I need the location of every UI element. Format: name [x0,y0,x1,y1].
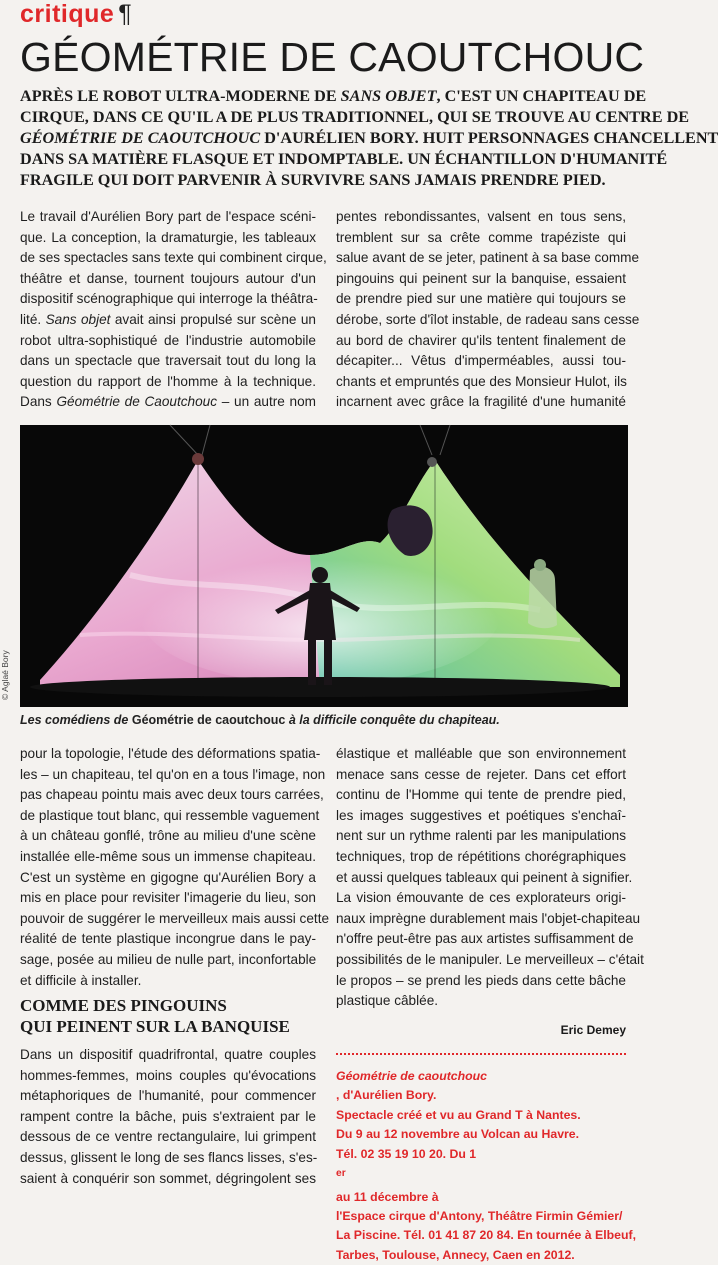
body-column-1 [20,207,327,413]
text-line: possibilités de le manipuler. Le merveilleux – c'était [336,951,644,967]
text-line: sage, posée au milieu de nulle part, inconfortable [20,951,317,967]
text-line: chants et empruntés que des Monsieur Hulot, ils [336,373,627,389]
info-line: La Piscine. Tél. 01 41 87 20 84. En tournée à Elbeuf, [336,1228,637,1243]
text-line: le propos – se prend les pieds dans cette bâche [336,972,626,988]
text-line: au bord de chavirer qu'ils tentent finalement de [336,332,626,348]
text-line: théâtre et danse, tournent toujours autour d'un [20,270,316,286]
subhead-line: COMME DES PINGOUINS [20,996,227,1015]
lead-line: DANS SA MATIÈRE FLASQUE ET INDOMPTABLE. UN ÉCHANTILLON D'HUMANITÉ [20,150,668,168]
article-title: GÉOMÉTRIE DE CAOUTCHOUC [20,34,645,80]
text-line: naux imprègne durablement mais l'objet-chapiteau [336,910,641,926]
text-line: à un château gonflé, trône au milieu d'une scène [20,828,316,844]
text-line: dessus, glissent le long de ses flancs lisses, s'es- [20,1149,318,1165]
body-column-5 [20,1045,316,1189]
rubric-label: critique [20,0,115,28]
text-line: robot ultra-sophistiqué de l'industrie automobile [20,332,316,348]
text-line: plastique câblée. [336,993,439,1009]
text-line: pingouins qui peinent sur la banquise, essaient [336,270,626,286]
text-line: menace sans cesse de rejeter. Dans cet effort [336,766,626,782]
body-column-3 [20,744,330,991]
lead-line: GÉOMÉTRIE DE CAOUTCHOUC D'AURÉLIEN BORY. HUIT PERSONNAGES CHANCELLENT [20,129,718,147]
text-line: C'est un système en gigogne qu'Aurélien Bory a [20,869,316,885]
text-line: de prendre pied sur une matière qui toujours se [336,291,626,307]
show-info-box [336,1053,637,1265]
text-line: et aussi quelques tableaux qui peinent à signifier. [336,869,633,885]
text-line: hommes-femmes, moins couples qu'évocations [20,1067,316,1083]
text-line: et difficile à installer. [20,972,142,988]
text-line: Dans Géométrie de Caoutchouc – un autre nom [20,394,317,410]
section-rubric [20,0,132,29]
text-line: incarnent avec grâce la fragilité d'une humanité [336,394,626,410]
photo-credit: © Aglaé Bory [0,650,10,700]
tent-illustration [20,425,628,707]
lead-line: CIRQUE, DANS CE QU'IL A DE PLUS TRADITIONNEL, QUI SE TROUVE AU CENTRE DE [20,108,690,126]
text-line: que. La conception, la dramaturgie, les tableaux [20,229,316,245]
text-line: pouvoir de suggérer le merveilleux mais aussi cette [20,910,330,926]
photo-caption: Les comédiens de Géométrie de caoutchouc à la difficile conquête du chapiteau. [20,713,500,727]
text-line: La vision émouvante de ces explorateurs origi- [336,890,626,906]
text-line: installée elle-même sous un immense chapiteau. [20,848,316,864]
text-line: les – un chapiteau, tel qu'on en a tous l'image, non [20,766,326,782]
info-line: Du 9 au 12 novembre au Volcan au Havre. [336,1127,580,1142]
text-line: dispositif scénographique qui interroge la théâtra- [20,291,318,307]
text-line: dessous de ce ventre rectangulaire, lui grimpent [20,1129,316,1145]
text-line: mis en place pour revisiter l'imagerie du lieu, son [20,890,316,906]
text-line: n'offre peut-être pas aux artistes suffisamment de [336,931,634,947]
info-line: Tarbes, Toulouse, Annecy, Caen en 2012. [336,1247,575,1262]
lead-line: FRAGILE QUI DOIT PARVENIR À SURVIVRE SANS JAMAIS PRENDRE PIED. [20,171,606,189]
text-line: question du rapport de l'homme à la technique. [20,373,316,389]
text-line: tremblent sur sa crête comme trapéziste qui [336,229,626,245]
text-line: continu de l'Homme qui tente de prendre pied, [336,787,626,803]
info-line: Tél. 02 35 19 10 20. Du 1 $^{er}$ au 11 décembre à [336,1146,477,1204]
stage-photo [20,425,628,707]
text-line: métaphoriques de l'humanité, pour commencer [20,1088,316,1104]
text-line: pas chapeau pointu mais avec deux tours carrées, [20,787,324,803]
info-line: Géométrie de caoutchouc , d'Aurélien Bory. [336,1069,488,1103]
text-line: de ses spectacles sans texte qui combinent cirque, [20,250,327,266]
subhead-line: QUI PEINENT SUR LA BANQUISE [20,1017,290,1036]
text-line: saient à conquérir son sommet, dégringolent ses [20,1170,316,1186]
text-line: nent sur un rythme ralenti par les manipulations [336,828,626,844]
text-line: pentes rebondissantes, valsent en tous sens, [336,209,626,224]
text-line: pour la topologie, l'étude des déformations spatia- [20,746,321,761]
text-line: élastique et malléable que son environnement [336,746,626,761]
body-column-4 [336,744,644,1012]
text-line: salue avant de se jeter, patinent à sa base comme [336,250,640,266]
text-line: lité. Sans objet avait ainsi propulsé sur scène un [20,311,316,327]
text-line: techniques, trop de répétitions chorégraphiques [336,848,626,864]
info-line: Spectacle créé et vu au Grand T à Nantes. [336,1107,581,1122]
text-line: de plastique tout blanc, qui ressemble vaguement [20,807,320,823]
article-lead [20,86,718,191]
text-line: Le travail d'Aurélien Bory part de l'espace scéni- [20,209,316,224]
text-line: dans un spectacle que traversait tout du long la [20,353,316,369]
body-column-2 [336,207,640,413]
info-line: l'Espace cirque d'Antony, Théâtre Firmin Gémier/ [336,1208,623,1223]
lead-line: APRÈS LE ROBOT ULTRA-MODERNE DE SANS OBJET, C'EST UN CHAPITEAU DE [20,87,647,105]
text-line: rampent contre la bâche, puis s'extraient par le [20,1108,316,1124]
author-signature: Eric Demey [560,1023,626,1037]
text-line: réalité de tente plastique incongrue dans le pay- [20,931,316,947]
text-line: décapiter... Vêtus d'imperméables, aussi tou- [336,353,626,369]
text-line: Dans un dispositif quadrifrontal, quatre couples [20,1047,316,1062]
text-line: dérobe, sorte d'îlot instable, de radeau sans cesse [336,311,640,327]
text-line: les images suggestives et poétiques s'enchaî- [336,807,626,823]
section-subhead [20,995,320,1037]
pilcrow-mark: ¶ [118,0,133,28]
